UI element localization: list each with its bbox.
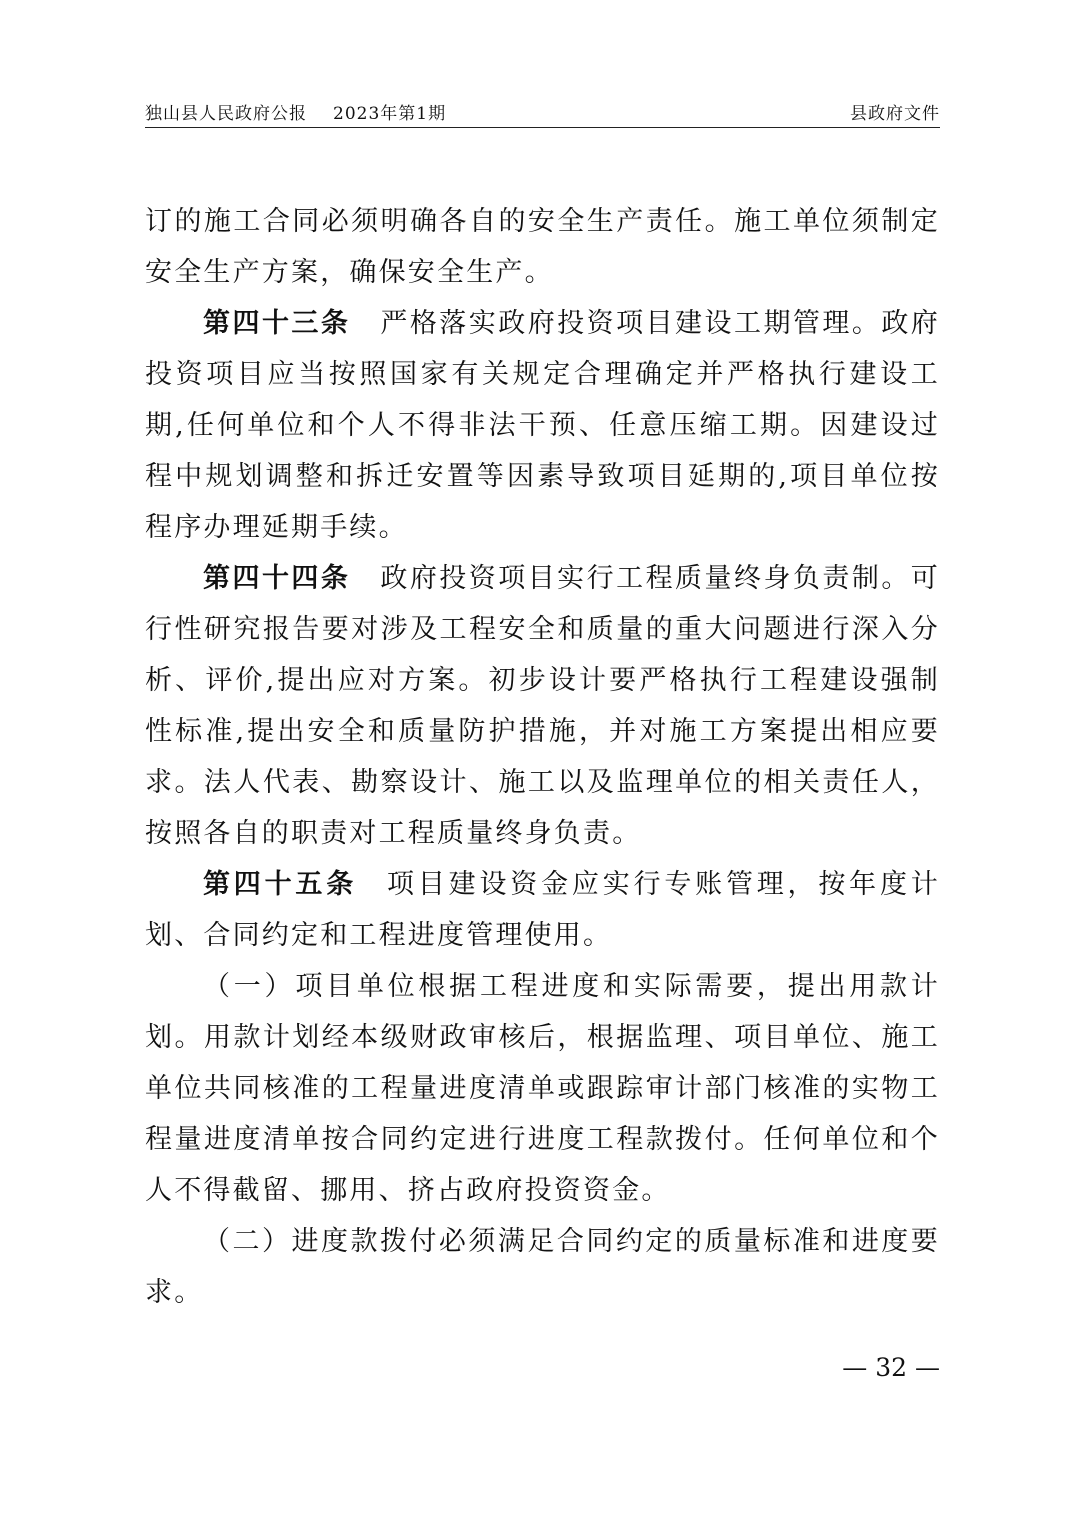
paragraph-text: 订的施工合同必须明确各自的安全生产责任。施工单位须制定安全生产方案，确保安全生产。 <box>145 206 940 288</box>
article-45 <box>145 859 940 961</box>
publication-name: 独山县人民政府公报 <box>145 104 307 124</box>
article-title: 第四十四条 <box>203 563 351 594</box>
document-body <box>145 196 940 1318</box>
paragraph-continuation <box>145 196 940 298</box>
article-43 <box>145 298 940 553</box>
section-name: 县政府文件 <box>850 104 940 124</box>
page-number: — 32 — <box>842 1353 940 1382</box>
paragraph-text: 项目建设资金应实行专账管理，按年度计划、合同约定和工程进度管理使用。 <box>145 869 940 951</box>
paragraph-text: （二）进度款拨付必须满足合同约定的质量标准和进度要求。 <box>145 1226 940 1308</box>
paragraph-text: （一）项目单位根据工程进度和实际需要，提出用款计划。用款计划经本级财政审核后，根据监理、项目单位、施工单位共同核准的工程量进度清单或跟踪审计部门核准的实物工程量进度清单按合同约定进行进度工程款拨付。任何单位和个人不得截留、挪用、挤占政府投资资金。 <box>145 971 940 1206</box>
header-left <box>145 103 446 125</box>
article-44 <box>145 553 940 859</box>
paragraph-text: 政府投资项目实行工程质量终身负责制。可行性研究报告要对涉及工程安全和质量的重大问题进行深入分析、评价,提出应对方案。初步设计要严格执行工程建设强制性标准,提出安全和质量防护措施，并对施工方案提出相应要求。法人代表、勘察设计、施工以及监理单位的相关责任人，按照各自的职责对工程质量终身负责。 <box>145 563 941 849</box>
page-header <box>145 103 940 128</box>
article-title: 第四十三条 <box>203 308 351 339</box>
issue-number: 2023年第1期 <box>333 104 447 124</box>
paragraph-text: 严格落实政府投资项目建设工期管理。政府投资项目应当按照国家有关规定合理确定并严格执行建设工期,任何单位和个人不得非法干预、任意压缩工期。因建设过程中规划调整和拆迁安置等因素导致项目延期的,项目单位按程序办理延期手续。 <box>145 308 941 543</box>
article-title: 第四十五条 <box>203 869 358 900</box>
clause-2 <box>145 1216 940 1318</box>
clause-1 <box>145 961 940 1216</box>
